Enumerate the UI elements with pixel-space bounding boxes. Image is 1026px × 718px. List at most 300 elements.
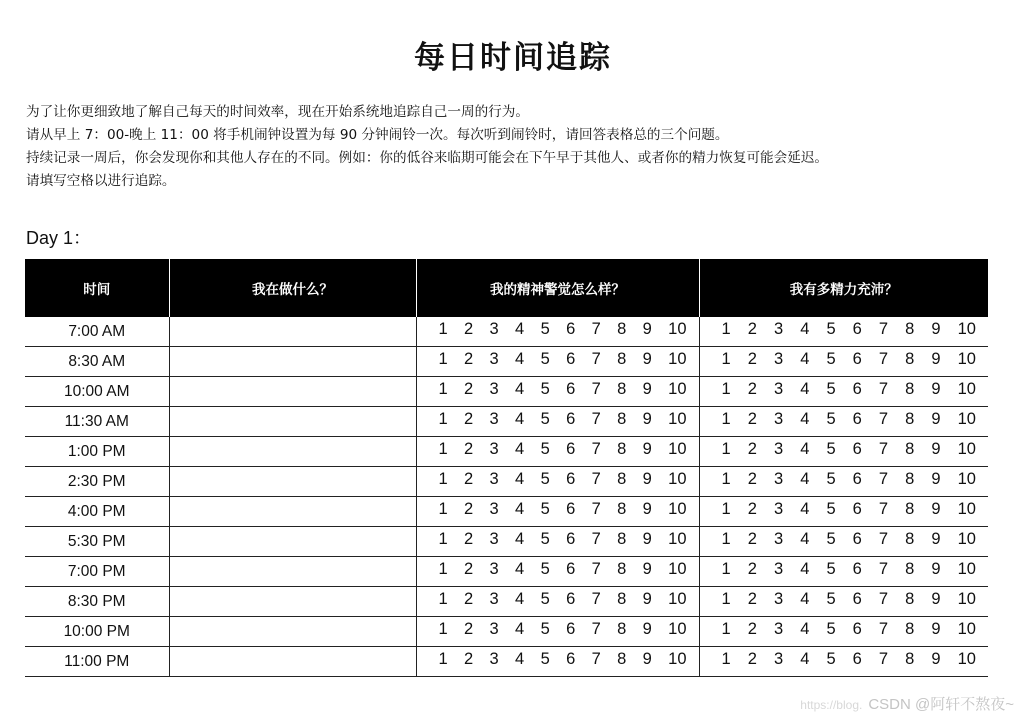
time-cell: 11:00 PM <box>25 647 169 677</box>
rating-option[interactable]: 8 <box>905 620 915 638</box>
rating-option[interactable]: 8 <box>617 560 627 578</box>
rating-option[interactable]: 3 <box>773 500 784 518</box>
rating-option[interactable]: 8 <box>617 620 627 638</box>
rating-option[interactable]: 7 <box>878 560 889 578</box>
rating-option[interactable]: 10 <box>957 590 976 608</box>
activity-input-cell[interactable] <box>169 437 416 467</box>
rating-option[interactable]: 1 <box>438 320 448 338</box>
rating-option[interactable]: 5 <box>826 320 836 338</box>
alertness-rating-scale <box>417 650 699 669</box>
rating-option[interactable]: 8 <box>905 470 915 488</box>
rating-option[interactable]: 1 <box>721 350 731 368</box>
watermark-url: https://blog. <box>800 698 863 712</box>
rating-option[interactable]: 1 <box>438 410 448 428</box>
rating-option[interactable]: 5 <box>826 530 836 548</box>
header-time: 时间 <box>25 259 169 317</box>
rating-option[interactable]: 3 <box>489 500 499 518</box>
rating-option[interactable]: 1 <box>721 470 731 488</box>
intro-line: 为了让你更细致地了解自己每天的时间效率，现在开始系统地追踪自己一周的行为。 <box>26 104 529 120</box>
rating-option[interactable]: 7 <box>591 530 601 548</box>
rating-option[interactable]: 3 <box>489 620 499 638</box>
alertness-rating-cell <box>416 467 699 497</box>
rating-option[interactable]: 10 <box>957 380 976 398</box>
rating-option[interactable]: 3 <box>489 650 499 668</box>
rating-option[interactable]: 4 <box>515 470 525 488</box>
rating-option[interactable]: 2 <box>747 380 757 398</box>
rating-option[interactable]: 1 <box>438 440 448 458</box>
rating-option[interactable]: 3 <box>489 470 499 488</box>
rating-option[interactable]: 6 <box>566 380 576 398</box>
rating-option[interactable]: 2 <box>464 380 474 398</box>
rating-option[interactable]: 10 <box>668 530 687 548</box>
rating-option[interactable]: 4 <box>800 590 810 608</box>
rating-option[interactable]: 7 <box>591 440 601 458</box>
rating-option[interactable]: 2 <box>747 530 757 548</box>
rating-option[interactable]: 3 <box>773 560 784 578</box>
rating-option[interactable]: 4 <box>515 560 525 578</box>
rating-option[interactable]: 2 <box>464 440 474 458</box>
activity-input-cell[interactable] <box>169 497 416 527</box>
activity-input-cell[interactable] <box>169 587 416 617</box>
rating-option[interactable]: 6 <box>852 350 862 368</box>
rating-option[interactable]: 5 <box>540 320 550 338</box>
rating-option[interactable]: 6 <box>852 500 862 518</box>
rating-option[interactable]: 4 <box>800 620 810 638</box>
activity-input-cell[interactable] <box>169 377 416 407</box>
rating-option[interactable]: 2 <box>747 620 757 638</box>
time-cell: 8:30 PM <box>25 587 169 617</box>
table-row <box>25 527 988 557</box>
rating-option[interactable]: 6 <box>852 620 862 638</box>
rating-option[interactable]: 6 <box>852 440 862 458</box>
rating-option[interactable]: 3 <box>773 650 784 668</box>
rating-option[interactable]: 5 <box>540 530 550 548</box>
rating-option[interactable]: 5 <box>826 500 836 518</box>
energy-rating-cell <box>699 647 988 677</box>
rating-option[interactable]: 4 <box>800 650 810 668</box>
rating-option[interactable]: 9 <box>642 500 652 518</box>
alertness-rating-scale <box>417 440 699 459</box>
rating-option[interactable]: 2 <box>747 470 757 488</box>
rating-option[interactable]: 9 <box>642 320 652 338</box>
rating-option[interactable]: 1 <box>721 410 731 428</box>
rating-option[interactable]: 7 <box>591 650 601 668</box>
rating-option[interactable]: 7 <box>591 500 601 518</box>
rating-option[interactable]: 3 <box>489 410 499 428</box>
rating-option[interactable]: 5 <box>540 410 550 428</box>
rating-option[interactable]: 7 <box>878 320 889 338</box>
rating-option[interactable]: 2 <box>464 350 474 368</box>
rating-option[interactable]: 5 <box>540 470 550 488</box>
rating-option[interactable]: 4 <box>800 500 810 518</box>
rating-option[interactable]: 4 <box>800 530 810 548</box>
rating-option[interactable]: 1 <box>721 320 731 338</box>
rating-option[interactable]: 8 <box>905 650 915 668</box>
rating-option[interactable]: 8 <box>905 440 915 458</box>
energy-rating-cell <box>699 587 988 617</box>
rating-option[interactable]: 9 <box>642 620 652 638</box>
rating-option[interactable]: 8 <box>905 590 915 608</box>
time-cell: 8:30 AM <box>25 347 169 377</box>
rating-option[interactable]: 4 <box>515 440 525 458</box>
alertness-rating-cell <box>416 407 699 437</box>
rating-option[interactable]: 4 <box>800 440 810 458</box>
table-row <box>25 587 988 617</box>
rating-option[interactable]: 10 <box>668 410 687 428</box>
rating-option[interactable]: 9 <box>931 590 941 608</box>
rating-option[interactable]: 1 <box>438 530 448 548</box>
rating-option[interactable]: 10 <box>668 590 687 608</box>
alertness-rating-scale <box>417 380 699 399</box>
rating-option[interactable]: 10 <box>668 350 687 368</box>
rating-option[interactable]: 2 <box>747 320 757 338</box>
rating-option[interactable]: 4 <box>515 410 525 428</box>
rating-option[interactable]: 9 <box>931 440 941 458</box>
rating-option[interactable]: 6 <box>566 350 576 368</box>
rating-option[interactable]: 5 <box>826 470 836 488</box>
watermark-text: CSDN @阿轩不熬夜~ <box>868 696 1014 713</box>
energy-rating-scale <box>700 410 989 429</box>
rating-option[interactable]: 10 <box>957 410 976 428</box>
rating-option[interactable]: 5 <box>826 350 836 368</box>
rating-option[interactable]: 9 <box>642 380 652 398</box>
rating-option[interactable]: 8 <box>905 530 915 548</box>
rating-option[interactable]: 6 <box>566 590 576 608</box>
rating-option[interactable]: 8 <box>617 470 627 488</box>
rating-option[interactable]: 3 <box>773 470 784 488</box>
rating-option[interactable]: 2 <box>747 650 757 668</box>
rating-option[interactable]: 9 <box>642 590 652 608</box>
rating-option[interactable]: 6 <box>852 650 862 668</box>
rating-option[interactable]: 10 <box>957 560 976 578</box>
rating-option[interactable]: 1 <box>438 650 448 668</box>
rating-option[interactable]: 7 <box>591 560 601 578</box>
rating-option[interactable]: 6 <box>566 440 576 458</box>
rating-option[interactable]: 1 <box>438 560 448 578</box>
rating-option[interactable]: 2 <box>464 650 474 668</box>
rating-option[interactable]: 10 <box>957 440 976 458</box>
rating-option[interactable]: 10 <box>957 320 976 338</box>
rating-option[interactable]: 2 <box>747 560 757 578</box>
rating-option[interactable]: 1 <box>721 380 731 398</box>
energy-rating-cell <box>699 377 988 407</box>
rating-option[interactable]: 6 <box>852 530 862 548</box>
rating-option[interactable]: 6 <box>566 320 576 338</box>
rating-option[interactable]: 8 <box>617 650 627 668</box>
rating-option[interactable]: 7 <box>878 590 889 608</box>
rating-option[interactable]: 7 <box>878 350 889 368</box>
rating-option[interactable]: 5 <box>826 440 836 458</box>
rating-option[interactable]: 6 <box>566 410 576 428</box>
rating-option[interactable]: 5 <box>540 500 550 518</box>
rating-option[interactable]: 7 <box>878 410 889 428</box>
rating-option[interactable]: 1 <box>438 590 448 608</box>
rating-option[interactable]: 4 <box>515 380 525 398</box>
activity-input-cell[interactable] <box>169 407 416 437</box>
rating-option[interactable]: 4 <box>515 500 525 518</box>
rating-option[interactable]: 2 <box>464 320 474 338</box>
intro-line: 请从早上 7：00-晚上 11：00 将手机闹钟设置为每 90 分钟闹铃一次。每次听到闹铃时，请回答表格总的三个问题。 <box>26 127 729 143</box>
rating-option[interactable]: 7 <box>591 590 601 608</box>
rating-option[interactable]: 8 <box>617 590 627 608</box>
rating-option[interactable]: 5 <box>826 560 836 578</box>
activity-input-cell[interactable] <box>169 317 416 347</box>
intro-text <box>26 101 1006 193</box>
rating-option[interactable]: 8 <box>905 500 915 518</box>
rating-option[interactable]: 6 <box>566 620 576 638</box>
rating-option[interactable]: 9 <box>642 650 652 668</box>
activity-input-cell[interactable] <box>169 617 416 647</box>
rating-option[interactable]: 6 <box>852 560 862 578</box>
page-title: 每日时间追踪 <box>414 40 612 76</box>
activity-input-cell[interactable] <box>169 557 416 587</box>
rating-option[interactable]: 7 <box>591 620 601 638</box>
table-row <box>25 617 988 647</box>
rating-option[interactable]: 4 <box>515 320 525 338</box>
rating-option[interactable]: 1 <box>721 560 731 578</box>
rating-option[interactable]: 9 <box>931 410 941 428</box>
table-row <box>25 557 988 587</box>
rating-option[interactable]: 10 <box>668 650 687 668</box>
rating-option[interactable]: 9 <box>642 350 652 368</box>
rating-option[interactable]: 9 <box>931 560 941 578</box>
rating-option[interactable]: 8 <box>617 320 627 338</box>
rating-option[interactable]: 3 <box>489 350 499 368</box>
rating-option[interactable]: 8 <box>905 320 915 338</box>
rating-option[interactable]: 5 <box>540 380 550 398</box>
rating-option[interactable]: 3 <box>489 590 499 608</box>
rating-option[interactable]: 4 <box>800 410 810 428</box>
rating-option[interactable]: 4 <box>800 560 810 578</box>
rating-option[interactable]: 8 <box>617 380 627 398</box>
rating-option[interactable]: 7 <box>591 350 601 368</box>
rating-option[interactable]: 1 <box>438 350 448 368</box>
rating-option[interactable]: 4 <box>515 620 525 638</box>
rating-option[interactable]: 1 <box>721 620 731 638</box>
rating-option[interactable]: 8 <box>905 560 915 578</box>
rating-option[interactable]: 2 <box>464 620 474 638</box>
rating-option[interactable]: 8 <box>617 500 627 518</box>
rating-option[interactable]: 5 <box>540 560 550 578</box>
rating-option[interactable]: 1 <box>438 620 448 638</box>
rating-option[interactable]: 5 <box>826 410 836 428</box>
table-row <box>25 317 988 347</box>
rating-option[interactable]: 6 <box>566 560 576 578</box>
rating-option[interactable]: 8 <box>905 350 915 368</box>
rating-option[interactable]: 4 <box>515 590 525 608</box>
rating-option[interactable]: 9 <box>931 530 941 548</box>
rating-option[interactable]: 6 <box>566 650 576 668</box>
rating-option[interactable]: 1 <box>721 590 731 608</box>
energy-rating-scale <box>700 320 989 339</box>
energy-rating-scale <box>700 470 989 489</box>
rating-option[interactable]: 10 <box>957 620 976 638</box>
rating-option[interactable]: 3 <box>773 320 784 338</box>
rating-option[interactable]: 8 <box>905 410 915 428</box>
rating-option[interactable]: 8 <box>617 350 627 368</box>
rating-option[interactable]: 2 <box>747 500 757 518</box>
rating-option[interactable]: 3 <box>773 440 784 458</box>
rating-option[interactable]: 2 <box>464 500 474 518</box>
rating-option[interactable]: 2 <box>747 440 757 458</box>
rating-option[interactable]: 3 <box>773 620 784 638</box>
rating-option[interactable]: 6 <box>852 590 862 608</box>
time-cell: 10:00 PM <box>25 617 169 647</box>
energy-rating-cell <box>699 617 988 647</box>
rating-option[interactable]: 5 <box>540 620 550 638</box>
rating-option[interactable]: 10 <box>668 560 687 578</box>
alertness-rating-cell <box>416 377 699 407</box>
rating-option[interactable]: 2 <box>464 560 474 578</box>
rating-option[interactable]: 3 <box>489 560 499 578</box>
energy-rating-cell <box>699 557 988 587</box>
rating-option[interactable]: 6 <box>566 530 576 548</box>
rating-option[interactable]: 4 <box>515 650 525 668</box>
rating-option[interactable]: 1 <box>721 500 731 518</box>
alertness-rating-scale <box>417 530 699 549</box>
rating-option[interactable]: 6 <box>852 380 862 398</box>
rating-option[interactable]: 10 <box>957 500 976 518</box>
rating-option[interactable]: 7 <box>878 380 889 398</box>
activity-input-cell[interactable] <box>169 467 416 497</box>
alertness-rating-cell <box>416 527 699 557</box>
rating-option[interactable]: 1 <box>438 380 448 398</box>
rating-option[interactable]: 1 <box>721 530 731 548</box>
rating-option[interactable]: 10 <box>957 350 976 368</box>
alertness-rating-scale <box>417 560 699 579</box>
rating-option[interactable]: 3 <box>489 530 499 548</box>
rating-option[interactable]: 7 <box>591 380 601 398</box>
rating-option[interactable]: 2 <box>747 410 757 428</box>
rating-option[interactable]: 2 <box>464 470 474 488</box>
rating-option[interactable]: 7 <box>878 620 889 638</box>
rating-option[interactable]: 7 <box>591 320 601 338</box>
rating-option[interactable]: 9 <box>642 470 652 488</box>
time-cell: 5:30 PM <box>25 527 169 557</box>
rating-option[interactable]: 10 <box>668 440 687 458</box>
rating-option[interactable]: 1 <box>438 500 448 518</box>
rating-option[interactable]: 9 <box>642 560 652 578</box>
rating-option[interactable]: 4 <box>800 320 810 338</box>
rating-option[interactable]: 9 <box>931 320 941 338</box>
table-row <box>25 347 988 377</box>
rating-option[interactable]: 3 <box>773 380 784 398</box>
rating-option[interactable]: 5 <box>540 440 550 458</box>
rating-option[interactable]: 3 <box>489 440 499 458</box>
rating-option[interactable]: 10 <box>668 470 687 488</box>
rating-option[interactable]: 6 <box>852 470 862 488</box>
rating-option[interactable]: 4 <box>800 380 810 398</box>
rating-option[interactable]: 5 <box>826 620 836 638</box>
rating-option[interactable]: 7 <box>878 500 889 518</box>
rating-option[interactable]: 4 <box>800 470 810 488</box>
table-header-row <box>25 259 988 317</box>
rating-option[interactable]: 9 <box>931 650 941 668</box>
rating-option[interactable]: 8 <box>905 380 915 398</box>
energy-rating-scale <box>700 530 989 549</box>
rating-option[interactable]: 5 <box>540 590 550 608</box>
header-alertness: 我的精神警觉怎么样？ <box>416 259 699 317</box>
rating-option[interactable]: 3 <box>773 410 784 428</box>
rating-option[interactable]: 10 <box>668 500 687 518</box>
rating-option[interactable]: 3 <box>773 530 784 548</box>
rating-option[interactable]: 3 <box>773 590 784 608</box>
rating-option[interactable]: 9 <box>931 380 941 398</box>
rating-option[interactable]: 9 <box>931 500 941 518</box>
activity-input-cell[interactable] <box>169 527 416 557</box>
rating-option[interactable]: 3 <box>489 380 499 398</box>
rating-option[interactable]: 7 <box>878 440 889 458</box>
table-row <box>25 437 988 467</box>
intro-line: 持续记录一周后，你会发现你和其他人存在的不同。例如：你的低谷来临期可能会在下午早于其他人、或者你的精力恢复可能会延迟。 <box>26 150 829 166</box>
rating-option[interactable]: 5 <box>540 350 550 368</box>
rating-option[interactable]: 9 <box>931 350 941 368</box>
rating-option[interactable]: 8 <box>617 440 627 458</box>
rating-option[interactable]: 9 <box>642 410 652 428</box>
rating-option[interactable]: 3 <box>773 350 784 368</box>
alertness-rating-scale <box>417 350 699 369</box>
rating-option[interactable]: 5 <box>540 650 550 668</box>
rating-option[interactable]: 7 <box>591 410 601 428</box>
rating-option[interactable]: 10 <box>668 320 687 338</box>
rating-option[interactable]: 9 <box>642 530 652 548</box>
rating-option[interactable]: 6 <box>566 500 576 518</box>
rating-option[interactable]: 2 <box>747 590 757 608</box>
rating-option[interactable]: 6 <box>852 410 862 428</box>
rating-option[interactable]: 10 <box>957 650 976 668</box>
rating-option[interactable]: 1 <box>721 650 731 668</box>
rating-option[interactable]: 7 <box>878 530 889 548</box>
rating-option[interactable]: 7 <box>878 470 889 488</box>
rating-option[interactable]: 9 <box>931 470 941 488</box>
rating-option[interactable]: 2 <box>747 350 757 368</box>
rating-option[interactable]: 10 <box>957 530 976 548</box>
alertness-rating-cell <box>416 437 699 467</box>
rating-option[interactable]: 7 <box>591 470 601 488</box>
rating-option[interactable]: 2 <box>464 590 474 608</box>
rating-option[interactable]: 4 <box>515 530 525 548</box>
rating-option[interactable]: 4 <box>515 350 525 368</box>
header-activity: 我在做什么？ <box>169 259 416 317</box>
rating-option[interactable]: 9 <box>931 620 941 638</box>
energy-rating-scale <box>700 440 989 459</box>
energy-rating-cell <box>699 527 988 557</box>
rating-option[interactable]: 5 <box>826 590 836 608</box>
rating-option[interactable]: 10 <box>957 470 976 488</box>
table-row <box>25 407 988 437</box>
rating-option[interactable]: 1 <box>438 470 448 488</box>
rating-option[interactable]: 1 <box>721 440 731 458</box>
activity-input-cell[interactable] <box>169 347 416 377</box>
rating-option[interactable]: 9 <box>642 440 652 458</box>
time-cell: 10:00 AM <box>25 377 169 407</box>
rating-option[interactable]: 5 <box>826 650 836 668</box>
rating-option[interactable]: 2 <box>464 530 474 548</box>
rating-option[interactable]: 4 <box>800 350 810 368</box>
rating-option[interactable]: 5 <box>826 380 836 398</box>
activity-input-cell[interactable] <box>169 647 416 677</box>
energy-rating-cell <box>699 317 988 347</box>
rating-option[interactable]: 8 <box>617 410 627 428</box>
rating-option[interactable]: 3 <box>489 320 499 338</box>
rating-option[interactable]: 2 <box>464 410 474 428</box>
rating-option[interactable]: 10 <box>668 620 687 638</box>
rating-option[interactable]: 7 <box>878 650 889 668</box>
rating-option[interactable]: 6 <box>852 320 862 338</box>
rating-option[interactable]: 6 <box>566 470 576 488</box>
rating-option[interactable]: 8 <box>617 530 627 548</box>
rating-option[interactable]: 10 <box>668 380 687 398</box>
